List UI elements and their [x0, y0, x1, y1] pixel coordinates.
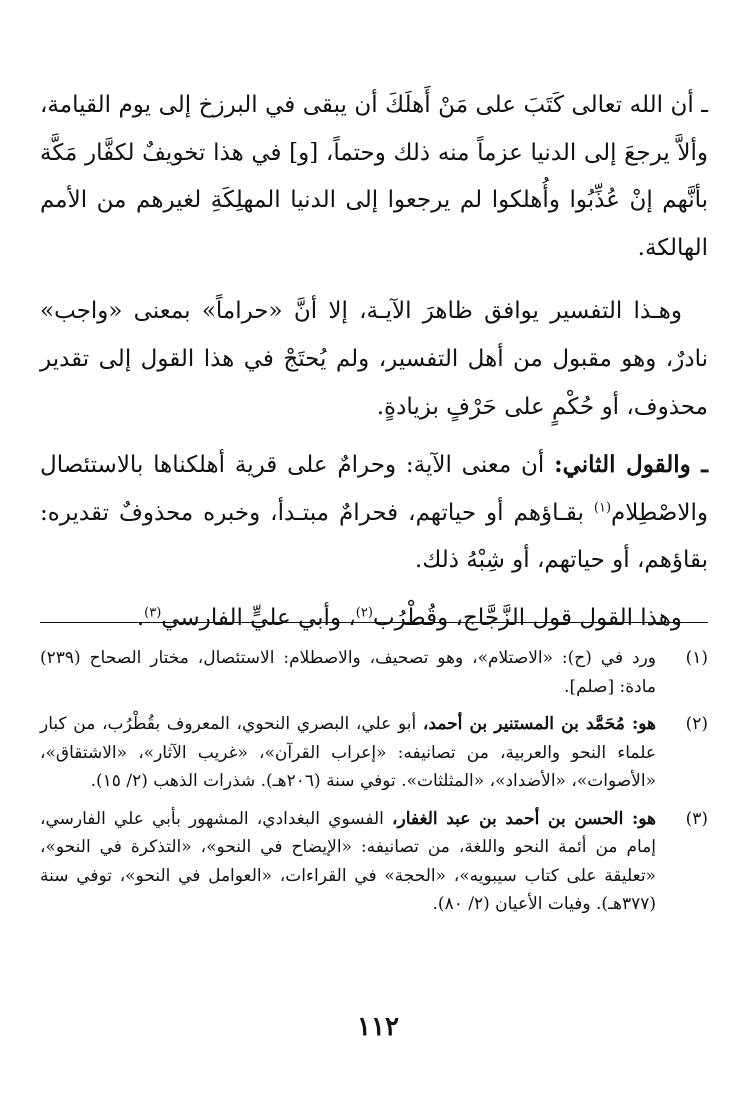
footnote-ref-3[interactable]: (٣) — [144, 605, 162, 621]
footnote-1 — [40, 644, 708, 701]
footnote-text: هو: الحسن بن أحمد بن عبد الغفار، الفسوي البغدادي، المشهور بأبي علي الفارسي، إمام من أئمة النحو واللغة، من تصانيفه: «الإيضاح في النحو»، «التذكرة في النحو»، «تعليقة على كتاب سيبويه»، «الحجة» في القراءات، «العوامل في النحو»، توفي سنة (٣٧٧هـ). وفيات الأعيان (٢/ ٨٠). — [40, 808, 656, 914]
footnote-number: (١) — [685, 648, 708, 668]
paragraph-4: وهذا القول قول الزَّجَّاج، وقُطْرُب$^{(٢)}$، وأبي عليٍّ الفارسي$^{(٣)}$. — [136, 604, 682, 631]
footnote-divider — [40, 622, 708, 623]
footnote-ref-2[interactable]: (٢) — [355, 605, 373, 621]
paragraph-3-lead: ـ والقول الثاني: — [554, 451, 708, 479]
footnote-2 — [40, 710, 708, 796]
paragraph-3: ـ والقول الثاني: أن معنى الآية: وحرامٌ على قرية أهلكناها بالاستئصال والاصْطِلام$^{(١)}$ بقـاؤهم أو حياتهم، فحرامٌ مبتـدأ، وخبره محذوفٌ تقديره: بقاؤهم، أو حياتهم، أو شِبْهُ ذلك. — [40, 451, 708, 574]
footnote-text: ورد في (ح): «الاصتلام»، وهو تصحيف، والاصطلام: الاستئصال، مختار الصحاح (٢٣٩) مادة: [صلم]. — [40, 648, 656, 697]
paragraph-1: ـ أن الله تعالى كَتَبَ على مَنْ أَهلَكَ أن يبقى في البرزخ إلى يوم القيامة، وألاَّ يرجعَ إلى الدنيا عزماً منه ذلك وحتماً، [و] في هذا تخويفٌ لكفَّار مَكَّة بأنَّهم إنْ عُذِّبُوا وأُهلكوا لم يرجعوا إلى الدنيا المهلِكَةِ لغيرهم من الأمم الهالكة. — [40, 92, 708, 261]
footnote-number: (٢) — [685, 714, 708, 734]
footnote-3 — [40, 805, 708, 919]
footnote-number: (٣) — [685, 808, 708, 829]
footnotes-section — [40, 644, 708, 928]
page-number: ١١٢ — [357, 1012, 399, 1042]
main-text — [40, 82, 708, 643]
footnote-ref-1[interactable]: (١) — [593, 500, 612, 516]
paragraph-2: وهـذا التفسير يوافق ظاهرَ الآيـة، إلا أنَّ «حراماً» بمعنى «واجب» نادرٌ، وهو مقبول من أهل التفسير، ولم يُحتَجْ في هذا القول إلى تقدير محذوف، أو حُكْمٍ على حَرْفٍ بزيادةٍ. — [40, 298, 708, 420]
footnote-text: هو: مُحَمَّد بن المستنير بن أحمد، أبو علي، البصري النحوي، المعروف بقُطْرُب، من كبار علماء النحو والعربية، من تصانيفه: «إعراب القرآن»، «غريب الآثار»، «الاشتقاق»، «الأصوات»، «الأضداد»، «المثلثات». توفي سنة (٢٠٦هـ). شذرات الذهب (٢/ ١٥). — [40, 714, 656, 791]
